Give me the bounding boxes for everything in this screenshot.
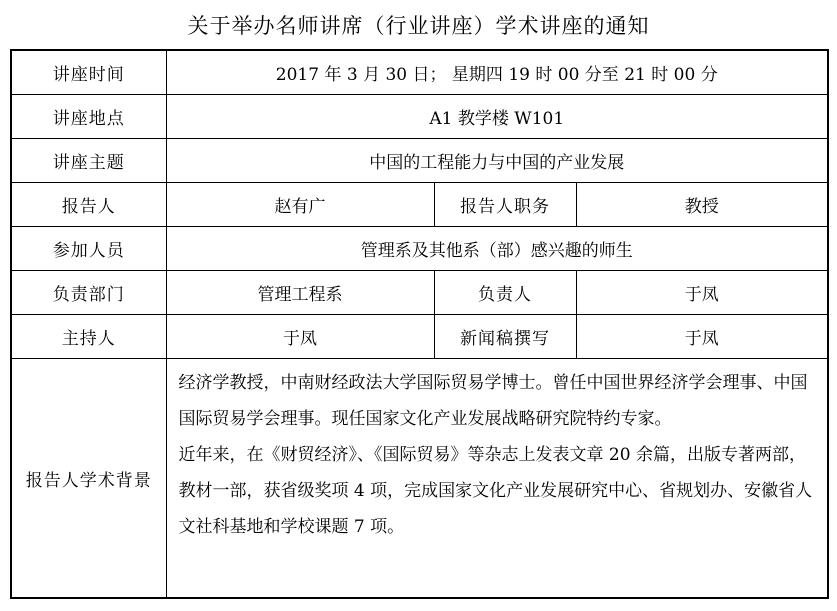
row-department: [11, 271, 828, 315]
lecture-notice-table: [10, 49, 829, 599]
background-paragraph-2: 近年来，在《财贸经济》、《国际贸易》等杂志上发表文章 20 余篇，出版专著两部，教材一部，获省级奖项 4 项，完成国家文化产业发展研究中心、省规划办、安徽省人文社科基地和学校课题 7 项。: [178, 445, 813, 537]
host-label: 主持人: [11, 315, 166, 359]
row-attendees: [11, 227, 828, 271]
time-value: 2017 年 3 月 30 日； 星期四 19 时 00 分至 21 时 00 分: [166, 50, 828, 95]
responsible-value: 于凤: [576, 271, 828, 315]
host-value: 于凤: [166, 315, 434, 359]
row-location: [11, 95, 828, 139]
responsible-label: 负责人: [434, 271, 576, 315]
speaker-title-value: 教授: [576, 183, 828, 227]
location-label: 讲座地点: [11, 95, 166, 139]
location-value: A1 教学楼 W101: [166, 95, 828, 139]
speaker-label: 报告人: [11, 183, 166, 227]
department-label: 负责部门: [11, 271, 166, 315]
background-label: 报告人学术背景: [11, 359, 166, 599]
row-background: [11, 359, 828, 599]
row-time: [11, 50, 828, 95]
topic-label: 讲座主题: [11, 139, 166, 183]
department-value: 管理工程系: [166, 271, 434, 315]
background-text: [166, 359, 828, 599]
attendees-label: 参加人员: [11, 227, 166, 271]
background-paragraph-1: 经济学教授，中南财经政法大学国际贸易学博士。曾任中国世界经济学会理事、中国国际贸易学会理事。现任国家文化产业发展战略研究院特约专家。: [178, 373, 808, 429]
row-speaker: [11, 183, 828, 227]
writer-label: 新闻稿撰写: [434, 315, 576, 359]
row-host: [11, 315, 828, 359]
speaker-title-label: 报告人职务: [434, 183, 576, 227]
row-topic: [11, 139, 828, 183]
writer-value: 于凤: [576, 315, 828, 359]
speaker-value: 赵有广: [166, 183, 434, 227]
attendees-value: 管理系及其他系（部）感兴趣的师生: [166, 227, 828, 271]
time-label: 讲座时间: [11, 50, 166, 95]
topic-value: 中国的工程能力与中国的产业发展: [166, 139, 828, 183]
page-title: 关于举办名师讲席（行业讲座）学术讲座的通知: [187, 14, 650, 38]
